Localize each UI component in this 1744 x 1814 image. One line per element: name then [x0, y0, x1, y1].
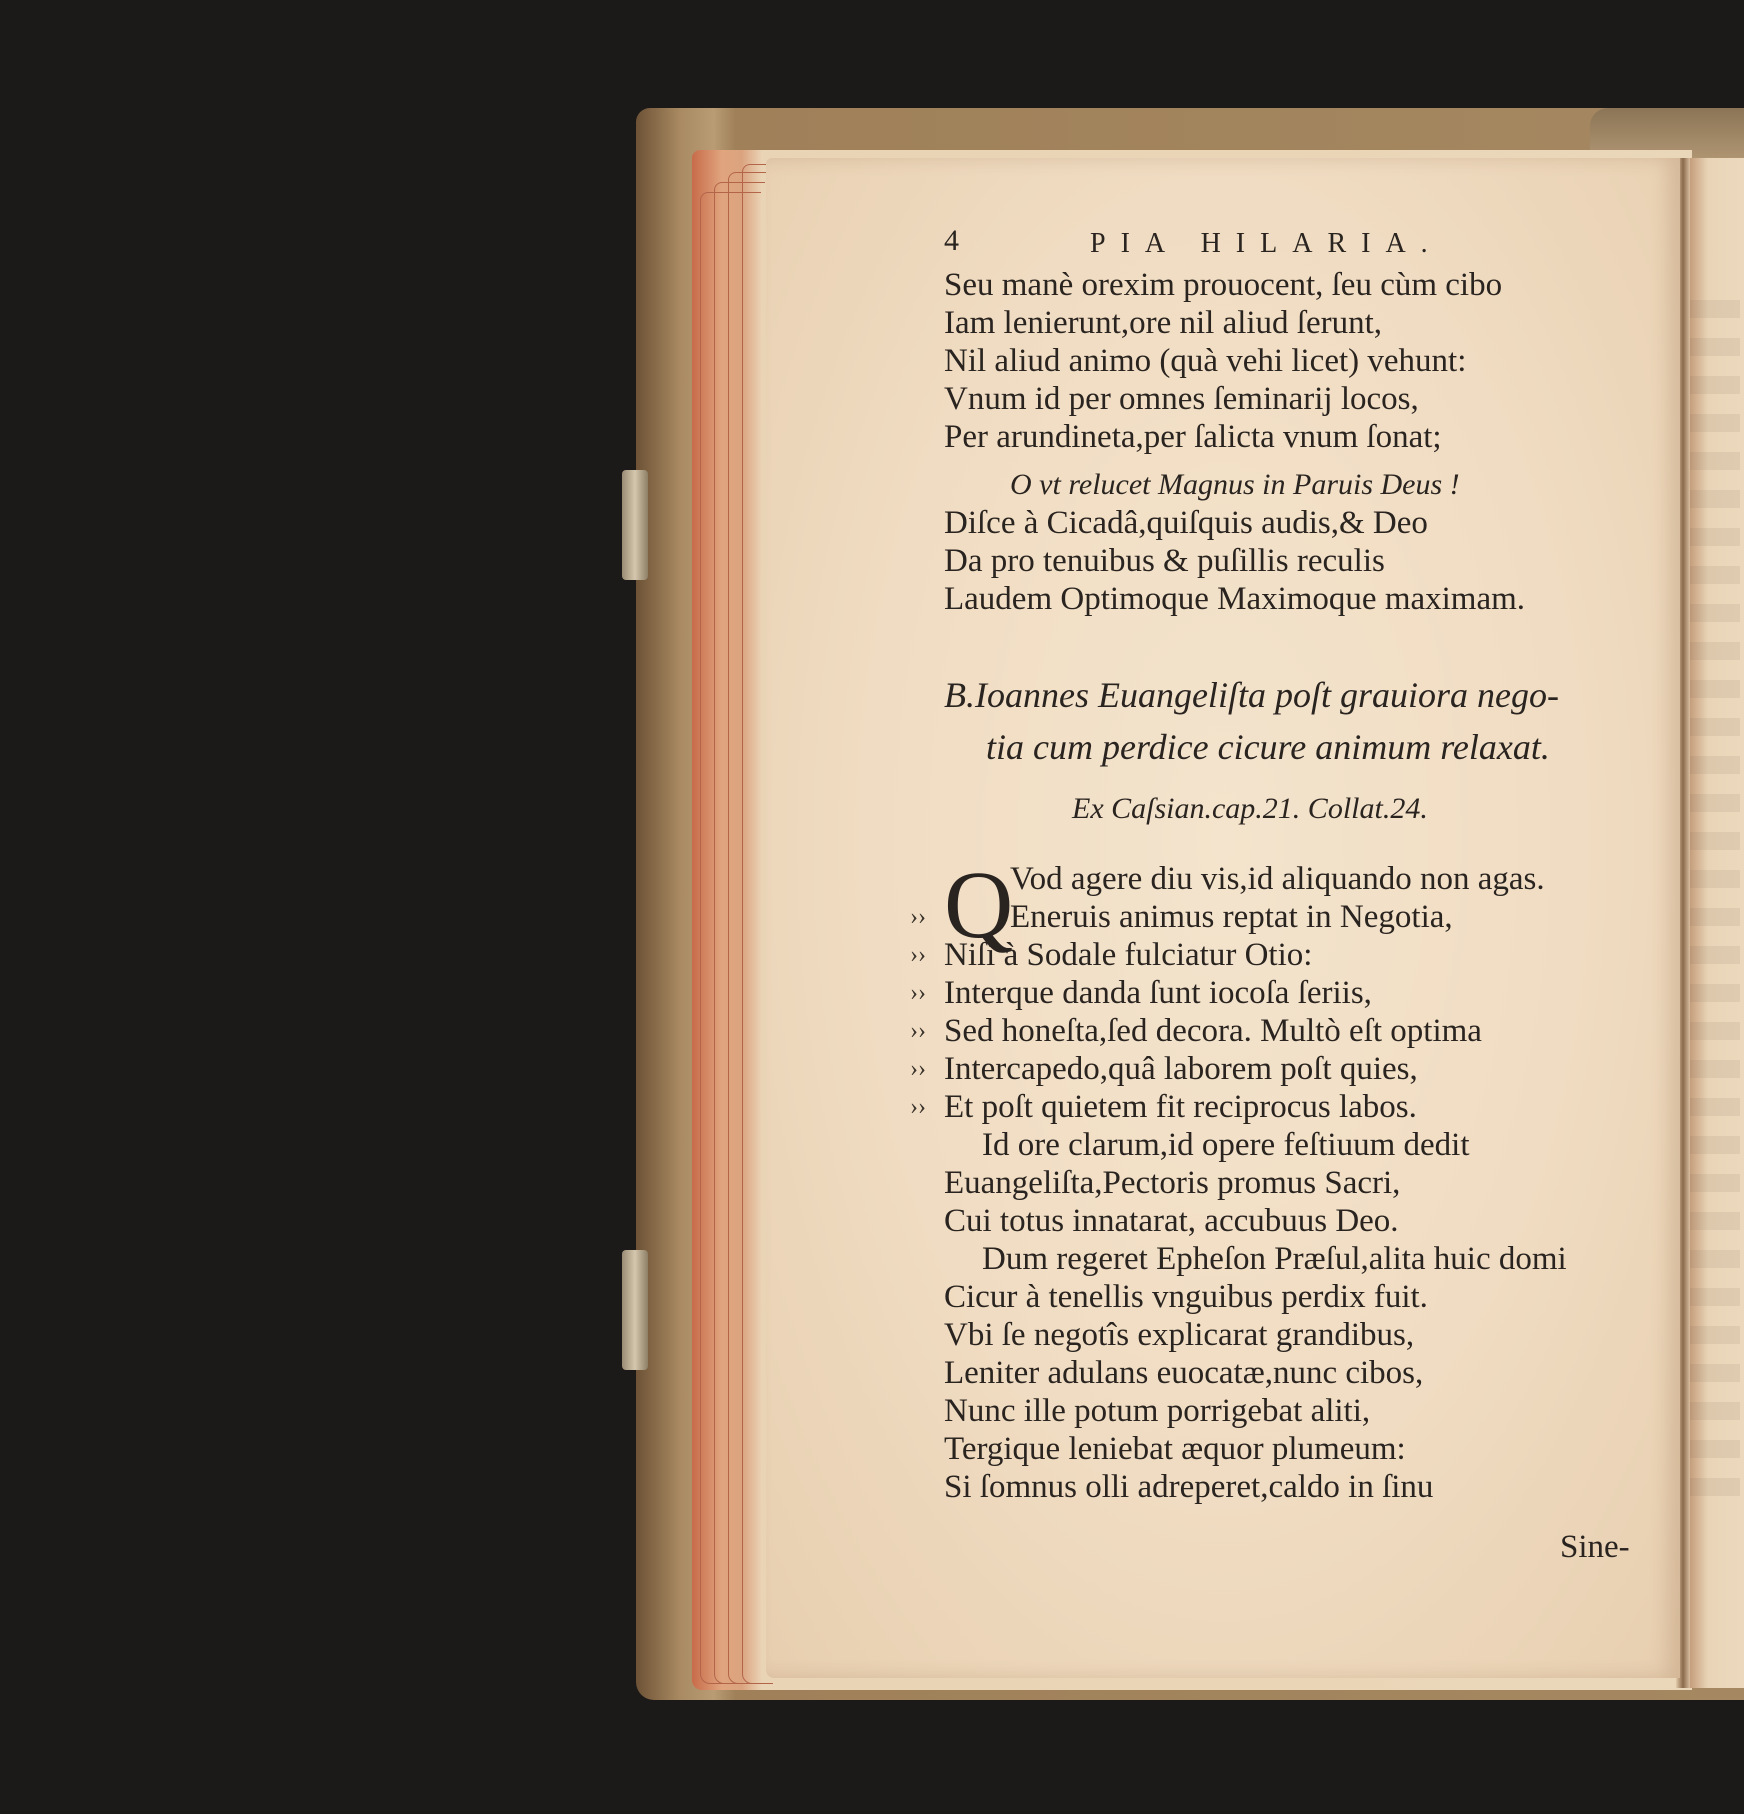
quote-mark: ››: [910, 1094, 926, 1120]
verse-line: Eneruis animus reptat in Negotia,: [1010, 899, 1453, 935]
section-title: B.Ioannes Euangeliſta poſt grauiora nego-: [944, 675, 1559, 715]
source-citation: Ex Caſsian.cap.21. Collat.24.: [1072, 792, 1428, 825]
verse-line: Niſi à Sodale fulciatur Otio:: [944, 937, 1313, 973]
catchword: Sine-: [1560, 1529, 1630, 1565]
verse-line: Leniter adulans euocatæ,nunc cibos,: [944, 1355, 1424, 1391]
clasp-upper: [622, 470, 648, 580]
verse-line: Si ſomnus olli adreperet,caldo in ſinu: [944, 1469, 1434, 1505]
verse-line: Nunc ille potum porrigebat aliti,: [944, 1393, 1371, 1429]
verse-line: Id ore clarum,id opere feſtiuum dedit: [982, 1127, 1470, 1163]
verse-line: Euangeliſta,Pectoris promus Sacri,: [944, 1165, 1401, 1201]
verse-line: Per arundineta,per ſalicta vnum ſonat;: [944, 419, 1442, 455]
verse-line: Iam lenierunt,ore nil aliud ſerunt,: [944, 305, 1383, 341]
page-number: 4: [944, 224, 959, 257]
quote-mark: ››: [910, 904, 926, 930]
verse-line: Tergique leniebat æquor plumeum:: [944, 1431, 1406, 1467]
verse-line: Cui totus innatarat, accubuus Deo.: [944, 1203, 1399, 1239]
refrain-line: O vt relucet Magnus in Paruis Deus !: [1010, 468, 1460, 501]
quote-mark: ››: [910, 980, 926, 1006]
clasp-lower: [622, 1250, 648, 1370]
verse-line: Nil aliud animo (quà vehi licet) vehunt:: [944, 343, 1467, 379]
verse-line: Cicur à tenellis vnguibus perdix fuit.: [944, 1279, 1428, 1315]
verse-line: Diſce à Cicadâ,quiſquis audis,& Deo: [944, 505, 1428, 541]
running-head: PIA HILARIA.: [1090, 228, 1443, 259]
verse-line: Sed honeſta,ſed decora. Multò eſt optima: [944, 1013, 1482, 1049]
verse-line: Et poſt quietem fit reciprocus labos.: [944, 1089, 1417, 1125]
quote-mark: ››: [910, 942, 926, 968]
verse-line: Seu manè orexim prouocent, ſeu cùm cibo: [944, 267, 1503, 303]
verse-line: Interque danda ſunt iocoſa ſeriis,: [944, 975, 1372, 1011]
section-title: tia cum perdice cicure animum relaxat.: [986, 727, 1550, 767]
verse-line: Intercapedo,quâ laborem poſt quies,: [944, 1051, 1418, 1087]
verse-line: Dum regeret Epheſon Præſul,alita huic domi: [982, 1241, 1567, 1277]
show-through-text: [1690, 300, 1740, 1500]
quote-mark: ››: [910, 1018, 926, 1044]
quote-mark: ››: [910, 1056, 926, 1082]
verse-line: Vod agere diu vis,id aliquando non agas.: [1010, 861, 1545, 897]
verse-line: Laudem Optimoque Maximoque maximam.: [944, 581, 1526, 617]
verse-line: Vbi ſe negotîs explicarat grandibus,: [944, 1317, 1415, 1353]
drop-cap: Q: [944, 851, 1014, 958]
verse-line: Vnum id per omnes ſeminarij locos,: [944, 381, 1419, 417]
verse-line: Da pro tenuibus & puſillis reculis: [944, 543, 1385, 579]
